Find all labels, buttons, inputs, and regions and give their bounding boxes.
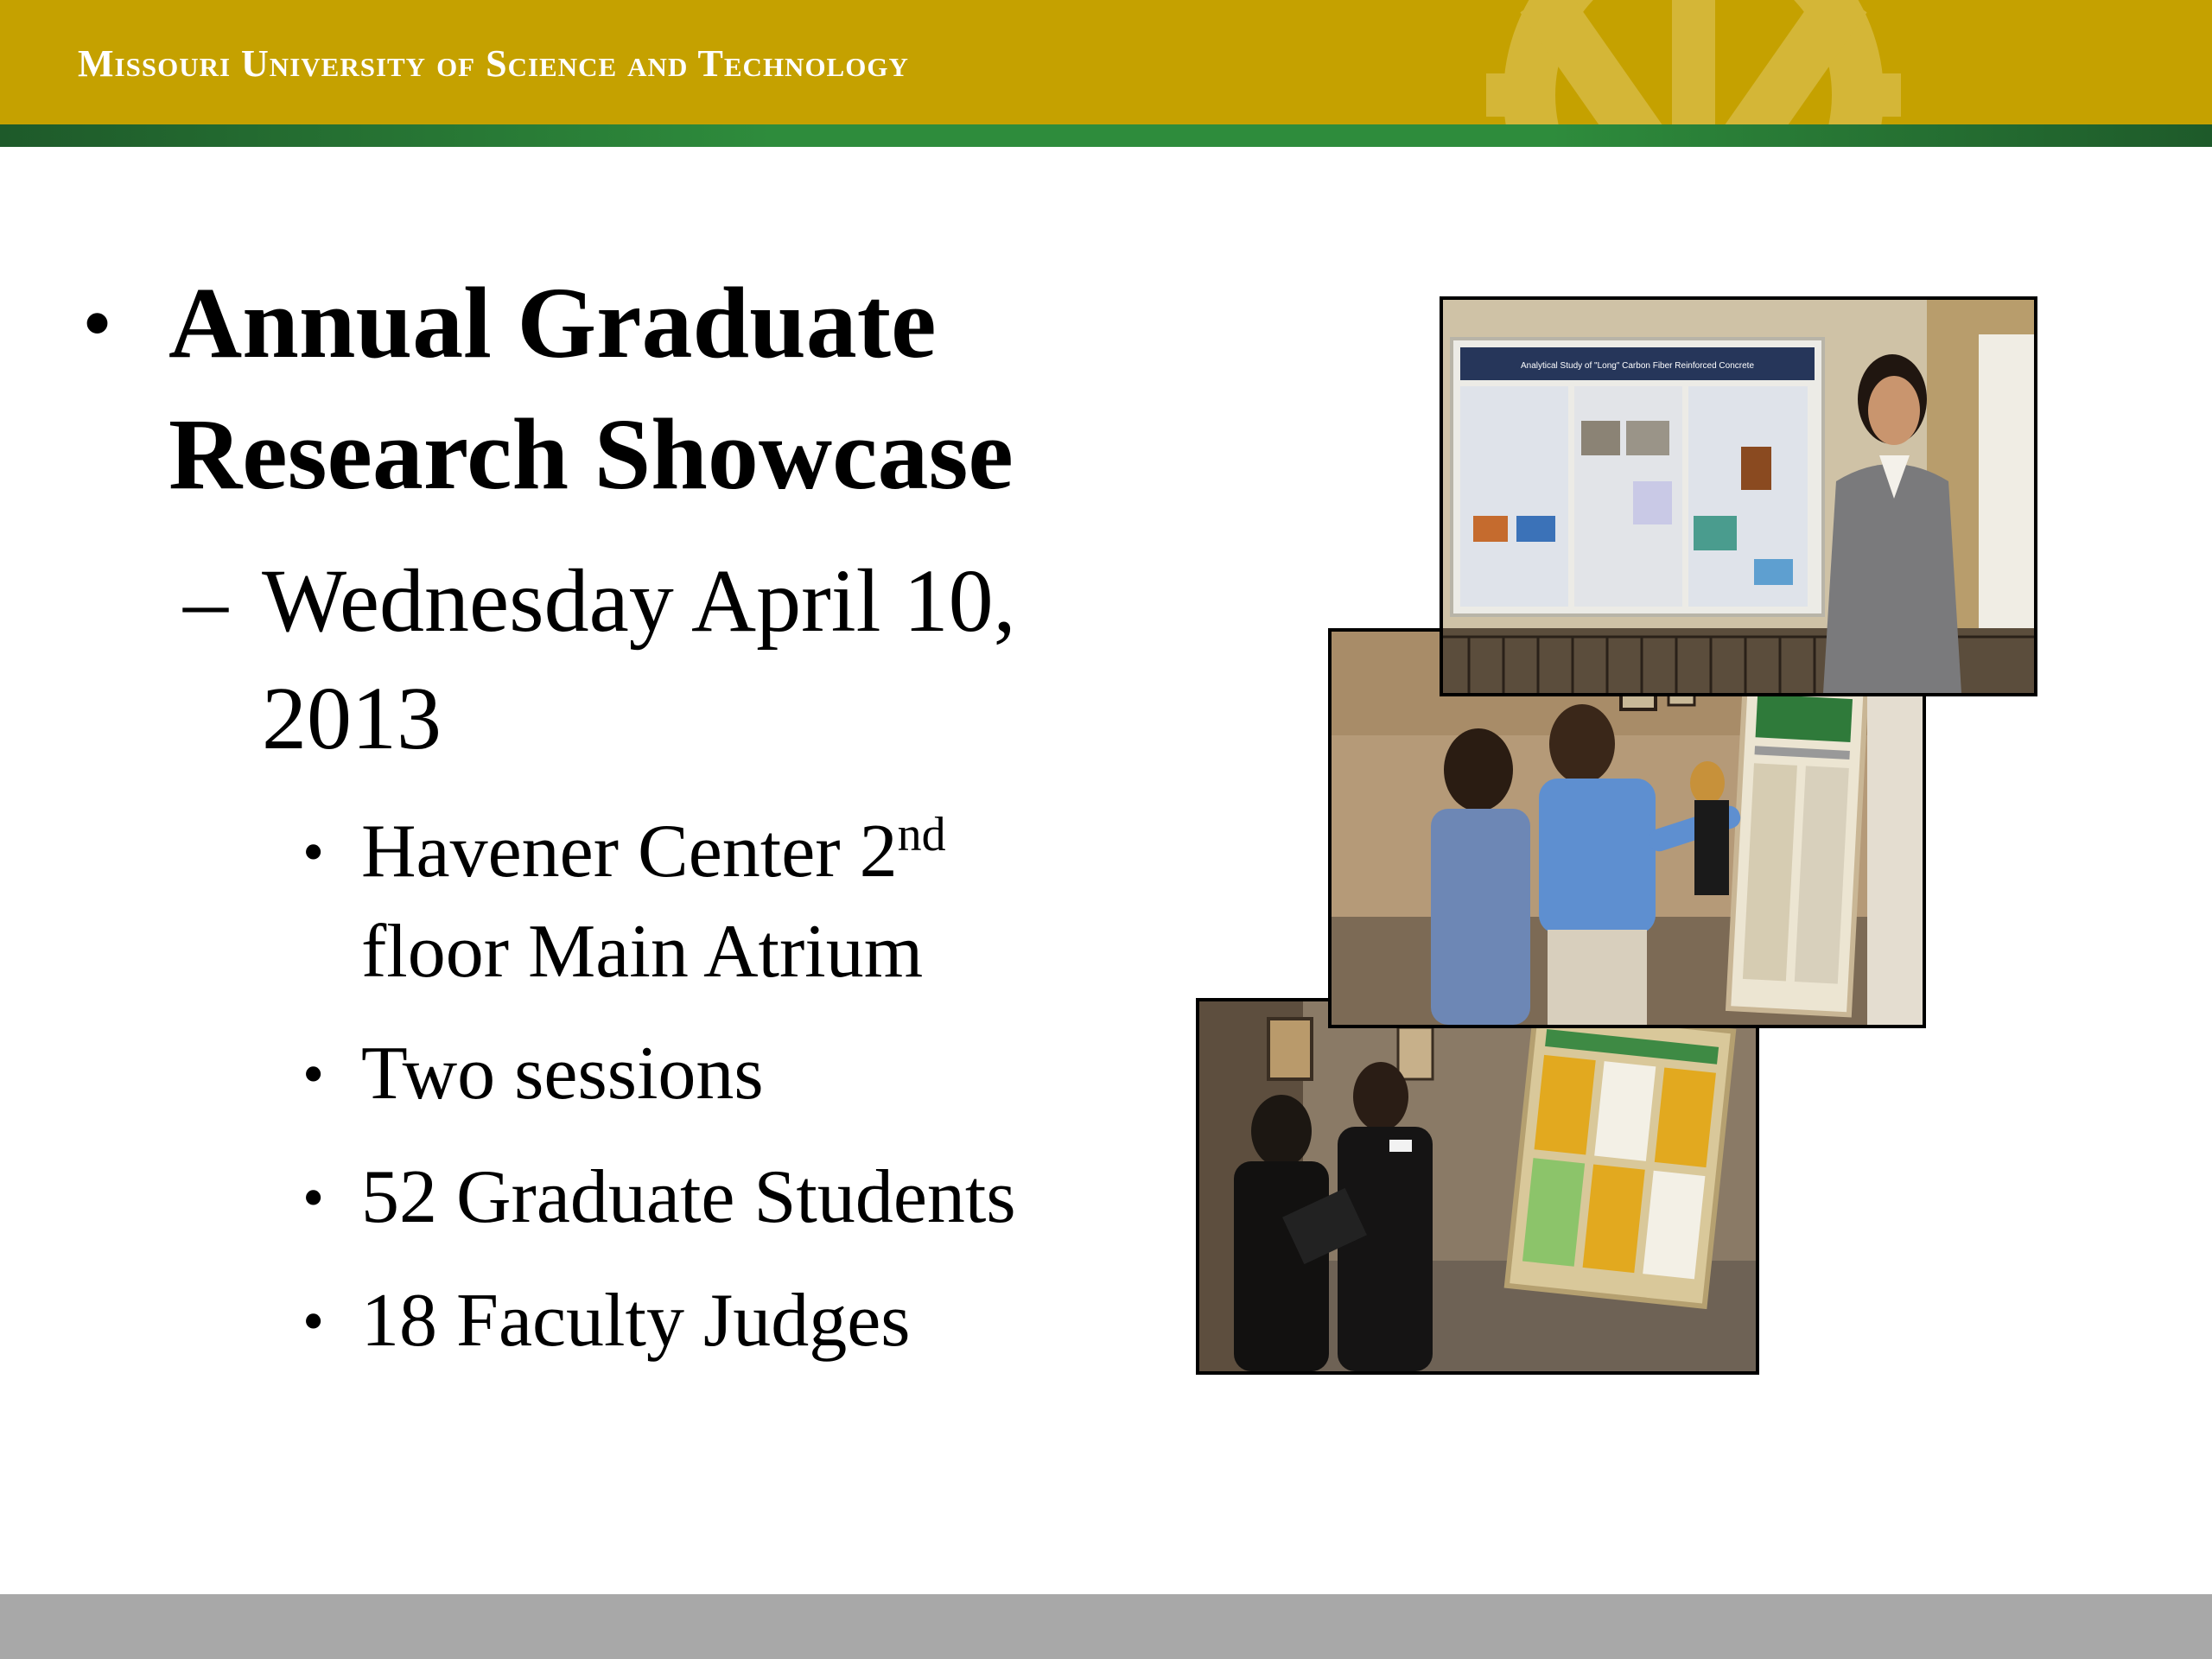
date-line-1: Wednesday April 10, [262, 551, 1016, 651]
venue-item [361, 802, 1208, 1002]
heading-line-1: Annual Graduate [168, 266, 937, 379]
sessions-item: Two sessions [361, 1032, 764, 1116]
footer-bar [0, 1594, 2212, 1659]
poster-title: Analytical Study of "Long" Carbon Fiber Reinforced Concrete [1520, 361, 1755, 371]
bullet-marker: • [302, 817, 325, 887]
students-item: 52 Graduate Students [361, 1155, 1016, 1239]
photo-student-with-poster [1440, 296, 2037, 696]
heading-line-2: Research Showcase [168, 397, 1014, 511]
venue-text: Havener Center 2 [361, 810, 898, 893]
judges-item: 18 Faculty Judges [361, 1279, 911, 1363]
event-date [262, 543, 1169, 778]
dash-marker: – [183, 551, 228, 651]
venue-text-line-2: floor Main Atrium [361, 910, 924, 994]
bullet-marker: • [302, 1287, 325, 1356]
university-title: Missouri University of Science and Technology [78, 42, 909, 85]
date-line-2: 2013 [262, 669, 442, 768]
photo-students-at-poster [1196, 998, 1759, 1375]
gear-logo-watermark-icon [1469, 0, 1918, 124]
showcase-heading [168, 257, 1162, 520]
bullet-marker: • [82, 275, 113, 371]
bullet-marker: • [302, 1163, 325, 1232]
bullet-marker: • [302, 1039, 325, 1109]
venue-ordinal: nd [897, 808, 946, 861]
